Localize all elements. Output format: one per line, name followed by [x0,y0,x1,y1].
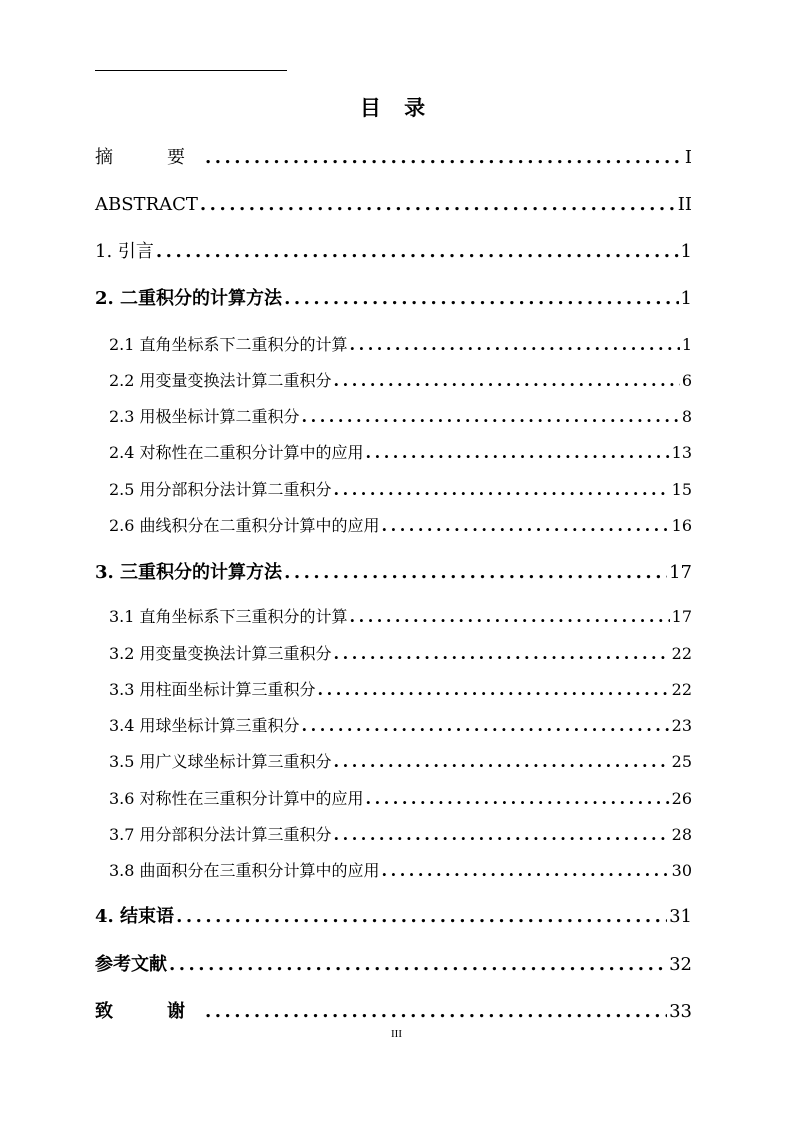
toc-entry-page: 8 [681,407,692,426]
toc-entry-label: 2.5 用分部积分法计算二重积分 [109,480,332,499]
toc-entry-3-1[interactable] [109,605,692,629]
dot-leader [284,287,678,311]
page-title: 目 录 [359,95,434,120]
toc-entry-acknowledgements[interactable] [95,1000,692,1024]
toc-entry-page: II [677,194,692,215]
toc-entry-page: 28 [671,825,692,844]
toc-entry-2-4[interactable] [109,441,692,465]
dot-leader [302,714,670,738]
dot-leader [382,859,670,883]
toc-entry-page: 22 [671,680,692,699]
dot-leader [366,441,670,465]
toc-entry-2-5[interactable] [109,478,692,502]
toc-entry-page: 16 [671,516,692,535]
toc-entry-label: 3.6 对称性在三重积分计算中的应用 [109,789,364,808]
toc-entry-3-6[interactable] [109,787,692,811]
toc-entry-page: 33 [669,1001,692,1022]
dot-leader [350,333,680,357]
toc-entry-2-1[interactable] [109,333,692,357]
toc-entry-page: 1 [680,288,692,309]
toc-entry-page: 22 [671,644,692,663]
toc-entry-label: 3.1 直角坐标系下三重积分的计算 [109,607,348,626]
dot-leader [169,953,667,977]
toc-entry-page: 17 [669,562,692,583]
toc-entry-page: 25 [671,752,692,771]
dot-leader [334,478,670,502]
toc-entry-3-8[interactable] [109,859,692,883]
toc-entry-page: 23 [671,716,692,735]
toc-entry-page: 32 [669,954,692,975]
dot-leader [382,514,670,538]
toc-entry-abstract-cn[interactable] [95,146,692,170]
dot-leader [205,146,683,170]
toc-entry-page: I [684,147,692,168]
dot-leader [156,240,679,264]
toc-entry-page: 15 [671,480,692,499]
toc-entry-3-4[interactable] [109,714,692,738]
toc-entry-label: 2.6 曲线积分在二重积分计算中的应用 [109,516,380,535]
toc-entry-page: 6 [681,371,692,390]
dot-leader [334,823,670,847]
toc-entry-label: 3.7 用分部积分法计算三重积分 [109,825,332,844]
toc-entry-page: 17 [671,607,692,626]
dot-leader [318,678,670,702]
toc-entry-label: 2.2 用变量变换法计算二重积分 [109,371,332,390]
toc-entry-abstract-en[interactable] [95,193,692,217]
toc-entry-label: 2. 二重积分的计算方法 [95,288,283,309]
toc-entry-label: 2.4 对称性在二重积分计算中的应用 [109,443,364,462]
toc-entry-label: 3.4 用球坐标计算三重积分 [109,716,300,735]
toc-entry-page: 1 [680,241,692,262]
dot-leader [334,369,680,393]
toc-entry-label: 致 谢 [95,1001,203,1022]
toc-entry-page: 13 [671,443,692,462]
toc-entry-page: 31 [669,906,692,927]
dot-leader [366,787,670,811]
toc-entry-references[interactable] [95,953,692,977]
toc-entry-label: 摘 要 [95,147,203,168]
toc-entry-label: 1. 引言 [95,241,154,262]
toc-entry-section-1[interactable] [95,240,692,264]
dot-leader [200,193,676,217]
toc-entry-label: 4. 结束语 [95,906,175,927]
dot-leader [205,1000,667,1024]
dot-leader [334,750,670,774]
toc-entry-page: 1 [681,335,692,354]
toc-entry-label: 2.1 直角坐标系下二重积分的计算 [109,335,348,354]
toc-entry-label: ABSTRACT [95,194,198,215]
toc-entry-label: 3.2 用变量变换法计算三重积分 [109,644,332,663]
toc-entry-page: 26 [671,789,692,808]
toc-entry-3-3[interactable] [109,678,692,702]
toc-entry-2-6[interactable] [109,514,692,538]
toc-entry-page: 30 [671,861,692,880]
toc-entry-3-7[interactable] [109,823,692,847]
toc-entry-section-4[interactable] [95,905,692,929]
toc-entry-2-3[interactable] [109,405,692,429]
dot-leader [176,905,667,929]
dot-leader [302,405,680,429]
toc-entry-section-2[interactable] [95,287,692,311]
dot-leader [334,642,670,666]
toc-entry-label: 3.3 用柱面坐标计算三重积分 [109,680,316,699]
toc-entry-label: 参考文献 [95,954,167,975]
footer-page-number: III [391,1028,402,1040]
toc-entry-label: 2.3 用极坐标计算二重积分 [109,407,300,426]
dot-leader [350,605,670,629]
toc-entry-3-5[interactable] [109,750,692,774]
toc-entry-section-3[interactable] [95,561,692,585]
toc-entry-3-2[interactable] [109,642,692,666]
toc-entry-2-2[interactable] [109,369,692,393]
toc-entry-label: 3.8 曲面积分在三重积分计算中的应用 [109,861,380,880]
dot-leader [284,561,667,585]
toc-entry-label: 3.5 用广义球坐标计算三重积分 [109,752,332,771]
toc-entry-label: 3. 三重积分的计算方法 [95,562,283,583]
